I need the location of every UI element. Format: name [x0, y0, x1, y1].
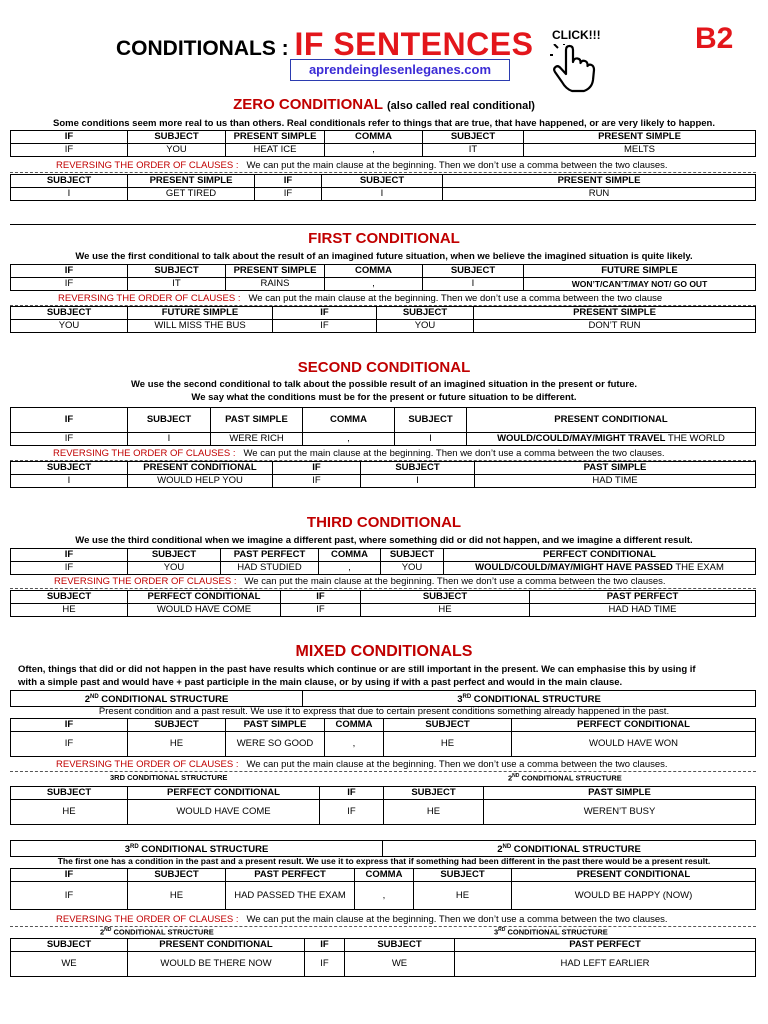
- table-header-row: [11, 549, 756, 562]
- reverse-label: REVERSING THE ORDER OF CLAUSES :: [58, 293, 241, 304]
- label: CONDITIONAL STRUCTURE: [505, 927, 608, 937]
- table-cell: HE: [384, 800, 484, 825]
- header-cell: PERFECT CONDITIONAL: [444, 549, 756, 562]
- table-row: [11, 278, 756, 291]
- table-cell: WON’T/CAN’T/MAY NOT/ GO OUT: [524, 278, 756, 291]
- num: 2: [497, 844, 503, 856]
- mixed-b-rev-right-structure: [494, 927, 608, 937]
- reverse-label: REVERSING THE ORDER OF CLAUSES :: [56, 759, 239, 770]
- title-prefix: CONDITIONALS :: [116, 37, 289, 60]
- header-cell: PAST SIMPLE: [211, 408, 303, 433]
- header-cell: SUBJECT: [128, 265, 226, 278]
- mixed-a-rev-left-structure: 3RD CONDITIONAL STRUCTURE: [110, 773, 228, 782]
- num: 3: [494, 927, 499, 937]
- num: 2: [84, 694, 90, 706]
- mixed-b-reverse-note: [10, 914, 756, 927]
- table-cell: WE: [345, 952, 455, 977]
- mixed-description-2: with a simple past and would have + past participle in the main clause, or by using if with a past perfect and would in the main clause.: [18, 677, 623, 688]
- table-cell: HE: [11, 800, 128, 825]
- table-row: [11, 433, 756, 446]
- num: 2: [508, 773, 513, 783]
- table-cell: ,: [303, 433, 395, 446]
- table-row: [11, 800, 756, 825]
- sup: RD: [498, 927, 506, 933]
- table-row: [11, 952, 756, 977]
- header-cell: SUBJECT: [11, 462, 128, 475]
- second-reverse-table: [10, 461, 756, 488]
- third-description: We use the third conditional when we imagine a different past, where something did or did not happen, and we imagine a different result.: [75, 535, 693, 546]
- zero-title: ZERO CONDITIONAL: [233, 96, 383, 113]
- table-cell: YOU: [128, 562, 221, 575]
- header-cell: IF: [11, 408, 128, 433]
- zero-table: [10, 130, 756, 157]
- table-cell: YOU: [128, 144, 226, 157]
- table-cell: RUN: [443, 188, 756, 201]
- table-cell: ,: [319, 562, 381, 575]
- table-header-row: [11, 175, 756, 188]
- table-cell: GET TIRED: [128, 188, 255, 201]
- header-cell: SUBJECT: [423, 265, 524, 278]
- header-cell: PRESENT SIMPLE: [226, 265, 325, 278]
- table-cell: I: [11, 475, 128, 488]
- table-cell: I: [423, 278, 524, 291]
- header-cell: PAST PERFECT: [226, 869, 355, 882]
- table-cell: IF: [281, 604, 361, 617]
- header-cell: IF: [11, 131, 128, 144]
- table-row: [11, 475, 756, 488]
- zero-conditional-title: [0, 96, 768, 113]
- table-cell: IF: [273, 475, 361, 488]
- first-reverse-note: [10, 293, 756, 306]
- header-cell: IF: [255, 175, 322, 188]
- header-cell: SUBJECT: [384, 787, 484, 800]
- table-cell: HE: [414, 882, 512, 910]
- table-cell: [444, 562, 756, 575]
- table-header-row: [11, 591, 756, 604]
- header-cell: PRESENT SIMPLE: [474, 307, 756, 320]
- header-cell: IF: [11, 869, 128, 882]
- table-cell: RAINS: [226, 278, 325, 291]
- table-cell: HE: [384, 732, 512, 757]
- header-cell: PERFECT CONDITIONAL: [128, 591, 281, 604]
- label: CONDITIONAL STRUCTURE: [511, 844, 641, 856]
- table-header-row: [11, 869, 756, 882]
- table-row: [11, 604, 756, 617]
- table-cell: YOU: [11, 320, 128, 333]
- header-cell: SUBJECT: [128, 549, 221, 562]
- header-cell: IF: [281, 591, 361, 604]
- header-cell: SUBJECT: [381, 549, 444, 562]
- sup: ND: [512, 773, 520, 779]
- table-cell: IT: [423, 144, 524, 157]
- reverse-text: We can put the main clause at the beginning. Then we don’t use a comma between the two clauses.: [246, 914, 668, 925]
- header-cell: PERFECT CONDITIONAL: [128, 787, 320, 800]
- table-header-row: [11, 265, 756, 278]
- table-cell: WOULD BE THERE NOW: [128, 952, 305, 977]
- table-header-row: [11, 462, 756, 475]
- table-cell: IF: [11, 732, 128, 757]
- header-cell: COMMA: [325, 265, 423, 278]
- num: 3: [457, 694, 463, 706]
- table-row: [11, 188, 756, 201]
- header-cell: COMMA: [325, 719, 384, 732]
- header-cell: SUBJECT: [11, 175, 128, 188]
- third-table: [10, 548, 756, 575]
- table-cell: WOULD HAVE WON: [512, 732, 756, 757]
- mixed-b-reverse-table: [10, 938, 756, 977]
- table-header-row: [11, 719, 756, 732]
- zero-note: (also called real conditional): [386, 100, 535, 112]
- num: 3: [124, 844, 130, 856]
- header-cell: SUBJECT: [11, 939, 128, 952]
- header-cell: PRESENT SIMPLE: [524, 131, 756, 144]
- mixed-a-rev-right-structure: [508, 773, 622, 783]
- header-cell: IF: [11, 719, 128, 732]
- table-cell: ,: [325, 144, 423, 157]
- table-cell: WEREN’T BUSY: [484, 800, 756, 825]
- table-cell: I: [128, 433, 211, 446]
- header-cell: SUBJECT: [11, 591, 128, 604]
- table-cell: IF: [11, 882, 128, 910]
- header-cell: PRESENT CONDITIONAL: [467, 408, 756, 433]
- zero-reverse-note: [10, 160, 756, 173]
- mixed-a-reverse-note: [10, 759, 756, 772]
- header-cell: SUBJECT: [11, 787, 128, 800]
- reverse-text: We can put the main clause at the beginning. Then we don’t use a comma between the two clauses.: [246, 160, 668, 171]
- header-cell: SUBJECT: [128, 869, 226, 882]
- third-reverse-note: [10, 576, 756, 589]
- table-cell: IF: [320, 800, 384, 825]
- table-header-row: [11, 131, 756, 144]
- mixed-b-table: [10, 868, 756, 910]
- second-table: [10, 407, 756, 446]
- header-cell: SUBJECT: [423, 131, 524, 144]
- header-cell: FUTURE SIMPLE: [128, 307, 273, 320]
- table-cell: YOU: [377, 320, 474, 333]
- label: CONDITIONAL STRUCTURE: [98, 694, 229, 706]
- header-cell: SUBJECT: [384, 719, 512, 732]
- first-conditional-title: FIRST CONDITIONAL: [308, 230, 460, 247]
- third-conditional-title: THIRD CONDITIONAL: [306, 514, 462, 531]
- first-reverse-table: [10, 306, 756, 333]
- sup: ND: [89, 694, 99, 700]
- table-row: [11, 882, 756, 910]
- table-cell: I: [395, 433, 467, 446]
- third-reverse-table: [10, 590, 756, 617]
- table-cell: IF: [11, 278, 128, 291]
- table-cell: I: [322, 188, 443, 201]
- table-cell: HAD LEFT EARLIER: [455, 952, 756, 977]
- table-cell: I: [11, 188, 128, 201]
- table-row: [11, 320, 756, 333]
- mixed-b-description: The first one has a condition in the past and a present result. We use it to express that if something had been different in the past there would be a present result.: [57, 856, 711, 866]
- header-cell: PERFECT CONDITIONAL: [512, 719, 756, 732]
- header-cell: PRESENT CONDITIONAL: [128, 939, 305, 952]
- mixed-a-table: [10, 718, 756, 757]
- header-cell: SUBJECT: [128, 408, 211, 433]
- table-header-row: [11, 307, 756, 320]
- table-cell: IF: [255, 188, 322, 201]
- header-cell: SUBJECT: [11, 307, 128, 320]
- page-title: [116, 26, 533, 63]
- table-cell: ,: [355, 882, 414, 910]
- header-cell: PRESENT CONDITIONAL: [128, 462, 273, 475]
- first-description: We use the first conditional to talk about the result of an imagined future situation, when we believe the imagined situation is quite likely.: [75, 251, 693, 262]
- table-cell: WERE SO GOOD: [226, 732, 325, 757]
- table-cell: IF: [273, 320, 377, 333]
- header-cell: SUBJECT: [128, 131, 226, 144]
- table-cell: HE: [128, 732, 226, 757]
- mixed-description-1: Often, things that did or did not happen in the past have results which continue or are still important in the present. We can emphasise this by using if: [18, 664, 696, 675]
- reverse-label: REVERSING THE ORDER OF CLAUSES :: [56, 160, 239, 171]
- reverse-label: REVERSING THE ORDER OF CLAUSES :: [53, 448, 236, 459]
- table-cell: WILL MISS THE BUS: [128, 320, 273, 333]
- label: CONDITIONAL STRUCTURE: [138, 844, 269, 856]
- table-cell: HAD PASSED THE EXAM: [226, 882, 355, 910]
- zero-description: Some conditions seem more real to us than others. Real conditionals refer to things that are true, that have happened, or are very likely to happen.: [53, 118, 715, 129]
- header-cell: PRESENT SIMPLE: [443, 175, 756, 188]
- table-header-row: [11, 408, 756, 433]
- first-table: [10, 264, 756, 291]
- title-main: IF SENTENCES: [294, 26, 534, 62]
- table-cell: WOULD HAVE COME: [128, 604, 281, 617]
- click-label[interactable]: CLICK!!!: [552, 28, 601, 42]
- sup: RD: [462, 694, 472, 700]
- modal-verbs: WOULD/COULD/MAY/MIGHT TRAVEL: [497, 433, 666, 444]
- header-cell: IF: [11, 549, 128, 562]
- table-cell: IF: [305, 952, 345, 977]
- table-cell: HAD STUDIED: [221, 562, 319, 575]
- header-cell: COMMA: [319, 549, 381, 562]
- table-row: [11, 144, 756, 157]
- table-cell: IF: [11, 562, 128, 575]
- header-cell: PAST SIMPLE: [484, 787, 756, 800]
- header-cell: COMMA: [355, 869, 414, 882]
- header-cell: PAST SIMPLE: [226, 719, 325, 732]
- header-cell: PRESENT CONDITIONAL: [512, 869, 756, 882]
- label: CONDITIONAL STRUCTURE: [471, 694, 601, 706]
- table-row: [11, 562, 756, 575]
- table-cell: YOU: [381, 562, 444, 575]
- table-row: [11, 732, 756, 757]
- pointing-hand-icon[interactable]: [550, 44, 598, 94]
- zero-reverse-table: [10, 174, 756, 201]
- table-cell: IF: [11, 144, 128, 157]
- header-cell: PAST PERFECT: [455, 939, 756, 952]
- reverse-text: We can put the main clause at the beginning. Then we don’t use a comma between the two clauses.: [243, 448, 665, 459]
- header-cell: FUTURE SIMPLE: [524, 265, 756, 278]
- table-cell: I: [361, 475, 475, 488]
- table-cell: HAD TIME: [475, 475, 756, 488]
- header-cell: IF: [305, 939, 345, 952]
- header-cell: SUBJECT: [414, 869, 512, 882]
- sup: ND: [104, 927, 112, 933]
- header-cell: PAST PERFECT: [221, 549, 319, 562]
- reverse-label: REVERSING THE ORDER OF CLAUSES :: [56, 914, 239, 925]
- table-cell: HE: [11, 604, 128, 617]
- header-cell: PAST SIMPLE: [475, 462, 756, 475]
- table-cell: HE: [361, 604, 530, 617]
- header-cell: PAST PERFECT: [530, 591, 756, 604]
- table-cell: [467, 433, 756, 446]
- header-cell: IF: [11, 265, 128, 278]
- table-cell: WOULD HAVE COME: [128, 800, 320, 825]
- table-cell: WOULD HELP YOU: [128, 475, 273, 488]
- mixed-b-rev-left-structure: [100, 927, 214, 937]
- table-cell: HAD HAD TIME: [530, 604, 756, 617]
- table-cell: IT: [128, 278, 226, 291]
- table-cell: ,: [325, 732, 384, 757]
- table-cell: IF: [11, 433, 128, 446]
- cell-rest: THE WORLD: [665, 433, 725, 444]
- table-cell: MELTS: [524, 144, 756, 157]
- level-badge: B2: [695, 22, 734, 55]
- header-cell: IF: [320, 787, 384, 800]
- table-cell: ,: [325, 278, 423, 291]
- header-cell: PRESENT SIMPLE: [128, 175, 255, 188]
- header-cell: SUBJECT: [361, 591, 530, 604]
- table-cell: WE: [11, 952, 128, 977]
- header-cell: IF: [273, 307, 377, 320]
- second-reverse-note: [10, 448, 756, 461]
- table-header-row: [11, 787, 756, 800]
- reverse-text: We can put the main clause at the beginning. Then we don’t use a comma between the two clause: [248, 293, 663, 304]
- section-divider: [10, 224, 756, 225]
- reverse-text: We can put the main clause at the beginning. Then we don’t use a comma between the two clauses.: [244, 576, 666, 587]
- table-cell: HEAT ICE: [226, 144, 325, 157]
- header-cell: PRESENT SIMPLE: [226, 131, 325, 144]
- table-cell: WERE RICH: [211, 433, 303, 446]
- table-cell: DON’T RUN: [474, 320, 756, 333]
- label: CONDITIONAL STRUCTURE: [519, 773, 622, 783]
- header-cell: IF: [273, 462, 361, 475]
- header-cell: SUBJECT: [361, 462, 475, 475]
- cell-rest: THE EXAM: [672, 562, 724, 573]
- mixed-a-reverse-table: [10, 786, 756, 825]
- modal-verbs: WOULD/COULD/MAY/MIGHT HAVE PASSED: [475, 562, 673, 573]
- header-cell: SUBJECT: [377, 307, 474, 320]
- second-description-1: We use the second conditional to talk about the possible result of an imagined situation in the present or future.: [130, 379, 638, 390]
- header-cell: COMMA: [303, 408, 395, 433]
- sup: RD: [129, 844, 139, 850]
- header-cell: SUBJECT: [322, 175, 443, 188]
- website-link[interactable]: aprendeinglesenleganes.com: [290, 59, 510, 81]
- header-cell: COMMA: [325, 131, 423, 144]
- label: CONDITIONAL STRUCTURE: [111, 927, 214, 937]
- header-cell: SUBJECT: [345, 939, 455, 952]
- reverse-text: We can put the main clause at the beginning. Then we don’t use a comma between the two clauses.: [246, 759, 668, 770]
- second-conditional-title: SECOND CONDITIONAL: [297, 359, 471, 376]
- num: 2: [100, 927, 105, 937]
- table-cell: HE: [128, 882, 226, 910]
- mixed-a-description: Present condition and a past result. We use it to express that due to certain present conditions something already happened in the past.: [98, 706, 670, 717]
- mixed-conditionals-title: MIXED CONDITIONALS: [295, 643, 473, 660]
- header-cell: SUBJECT: [395, 408, 467, 433]
- second-description-2: We say what the conditions must be for the present or future situation to be different.: [191, 392, 577, 403]
- header-cell: SUBJECT: [128, 719, 226, 732]
- table-cell: WOULD BE HAPPY (NOW): [512, 882, 756, 910]
- table-header-row: [11, 939, 756, 952]
- sup: ND: [502, 844, 512, 850]
- reverse-label: REVERSING THE ORDER OF CLAUSES :: [54, 576, 237, 587]
